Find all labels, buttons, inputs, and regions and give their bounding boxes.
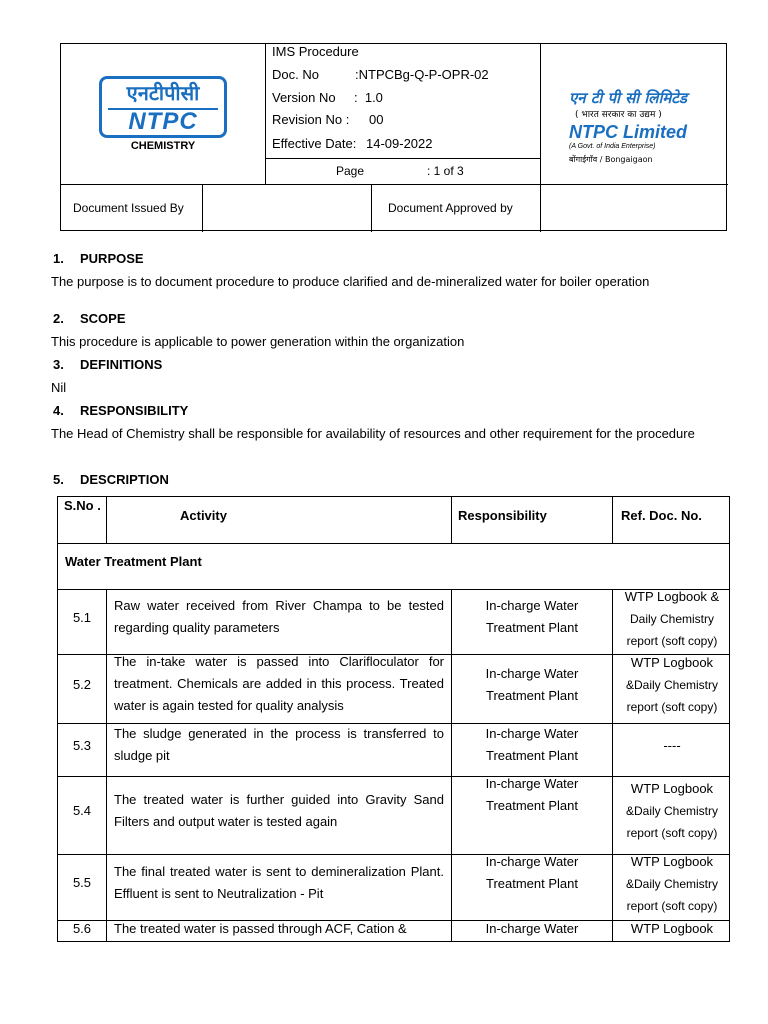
ref-doc-detail: &Daily Chemistry report (soft copy) <box>625 804 718 840</box>
group-row-water-treatment-plant: Water Treatment Plant <box>65 554 202 569</box>
row-activity: The treated water is further guided into Gravity Sand Filters and output water is tested again <box>114 792 444 829</box>
row-responsibility: In-charge Water Treatment Plant <box>485 726 579 763</box>
description-table <box>57 496 730 942</box>
ref-doc-main: WTP Logbook <box>630 781 714 796</box>
row-ref-doc <box>613 735 730 757</box>
ref-doc-detail: &Daily Chemistry report (soft copy) <box>625 678 718 714</box>
table-rule <box>106 589 107 942</box>
header-divider <box>265 158 541 159</box>
ref-doc-detail: Daily Chemistry report (soft copy) <box>626 612 718 648</box>
section-title: DESCRIPTION <box>80 472 169 487</box>
section-heading-purpose <box>53 251 144 266</box>
section-text-definitions: Nil <box>51 380 67 395</box>
row-activity: The treated water is passed through ACF, Cation & <box>114 921 407 936</box>
section-number: 2. <box>53 311 64 326</box>
row-activity: The sludge generated in the process is transferred to sludge pit <box>114 726 444 763</box>
row-sno: 5.6 <box>72 921 92 936</box>
section-title: DEFINITIONS <box>80 357 163 372</box>
header-ref-doc: Ref. Doc. No. <box>621 508 702 523</box>
header-activity: Activity <box>180 508 227 523</box>
page-label: Page <box>336 164 365 178</box>
revision-label: Revision No : <box>272 112 350 127</box>
section-number: 3. <box>53 357 64 372</box>
section-heading-scope <box>53 311 126 326</box>
ntpc-logo <box>99 76 227 138</box>
section-heading-responsibility <box>53 403 188 418</box>
logo-english-text: NTPC <box>128 108 198 135</box>
row-activity: The final treated water is sent to demineralization Plant. Effluent is sent to Neutralization - Pit <box>114 864 444 901</box>
section-title: PURPOSE <box>80 251 144 266</box>
page-value: : 1 of 3 <box>427 164 464 178</box>
row-sno: 5.1 <box>72 610 92 625</box>
brand-location-english: / Bongaigaon <box>599 155 653 164</box>
brand-location-hindi: बोंगाईगाँव <box>569 155 598 164</box>
row-sno: 5.3 <box>72 738 92 753</box>
table-rule <box>612 497 613 543</box>
ref-doc-main: WTP Logbook & <box>624 589 720 604</box>
section-number: 4. <box>53 403 64 418</box>
row-responsibility: In-charge Water Treatment Plant <box>485 666 579 703</box>
section-heading-description <box>53 472 169 487</box>
header-divider <box>540 184 541 232</box>
row-activity: The in-take water is passed into Clarifloculator for treatment. Chemicals are added in this process. Treated water is again tested for quality analysis <box>114 654 444 713</box>
brand-govt-note: (A Govt. of India Enterprise) <box>569 143 656 150</box>
table-rule <box>58 776 730 777</box>
row-ref-doc <box>613 586 730 652</box>
brand-hindi-sub: ( भारत सरकार का उद्यम ) <box>575 110 662 120</box>
logo-hindi-text: एनटीपीसी <box>126 81 200 105</box>
section-text-purpose: The purpose is to document procedure to produce clarified and de-mineralized water for boiler operation <box>51 274 650 289</box>
section-title: RESPONSIBILITY <box>80 403 189 418</box>
ref-doc-main: ---- <box>663 738 681 753</box>
row-ref-doc <box>613 778 730 844</box>
effective-date-value: 14-09-2022 <box>366 136 433 151</box>
ref-doc-main: WTP Logbook <box>630 854 714 869</box>
doc-no-value: :NTPCBg-Q-P-OPR-02 <box>355 67 489 82</box>
issued-by-label: Document Issued By <box>73 201 184 215</box>
row-responsibility: In-charge Water Treatment Plant <box>485 854 579 891</box>
row-sno: 5.5 <box>72 875 92 890</box>
ref-doc-detail: &Daily Chemistry report (soft copy) <box>625 877 718 913</box>
effective-date-label: Effective Date: <box>272 136 357 151</box>
approved-by-label: Document Approved by <box>388 201 513 215</box>
row-ref-doc <box>613 918 730 940</box>
row-responsibility: In-charge Water <box>485 921 579 936</box>
version-label: Version No <box>272 90 336 105</box>
header-responsibility: Responsibility <box>458 508 547 523</box>
revision-value: 00 <box>369 112 384 127</box>
header-divider <box>371 184 372 232</box>
brand-hindi-name: एन टी पी सी लिमिटेड <box>569 89 687 107</box>
header-sno: S.No . <box>64 498 101 513</box>
ims-title: IMS Procedure <box>272 44 359 59</box>
section-text-scope: This procedure is applicable to power generation within the organization <box>51 334 465 349</box>
row-responsibility: In-charge Water Treatment Plant <box>485 598 579 635</box>
section-number: 1. <box>53 251 64 266</box>
header-divider <box>265 44 266 184</box>
section-heading-definitions <box>53 357 162 372</box>
ref-doc-main: WTP Logbook <box>630 921 714 936</box>
ref-doc-main: WTP Logbook <box>630 655 714 670</box>
section-title: SCOPE <box>80 311 126 326</box>
doc-no-label: Doc. No <box>272 67 319 82</box>
row-responsibility: In-charge Water Treatment Plant <box>485 776 579 813</box>
version-value: : 1.0 <box>354 90 383 105</box>
row-sno: 5.4 <box>72 803 92 818</box>
table-rule <box>106 497 107 543</box>
row-activity: Raw water received from River Champa to be tested regarding quality parameters <box>114 598 444 635</box>
table-rule <box>58 543 730 544</box>
header-divider <box>61 184 728 185</box>
row-sno: 5.2 <box>72 677 92 692</box>
row-ref-doc <box>613 851 730 917</box>
header-divider <box>540 44 541 184</box>
section-text-responsibility: The Head of Chemistry shall be responsible for availability of resources and other requirement for the procedure <box>51 426 695 441</box>
header-divider <box>202 184 203 232</box>
brand-name: NTPC Limited <box>569 122 688 142</box>
department-label: CHEMISTRY <box>130 140 196 152</box>
table-rule <box>451 497 452 543</box>
document-header-table <box>60 43 727 231</box>
brand-location <box>569 154 653 165</box>
row-ref-doc <box>613 652 730 718</box>
section-number: 5. <box>53 472 64 487</box>
